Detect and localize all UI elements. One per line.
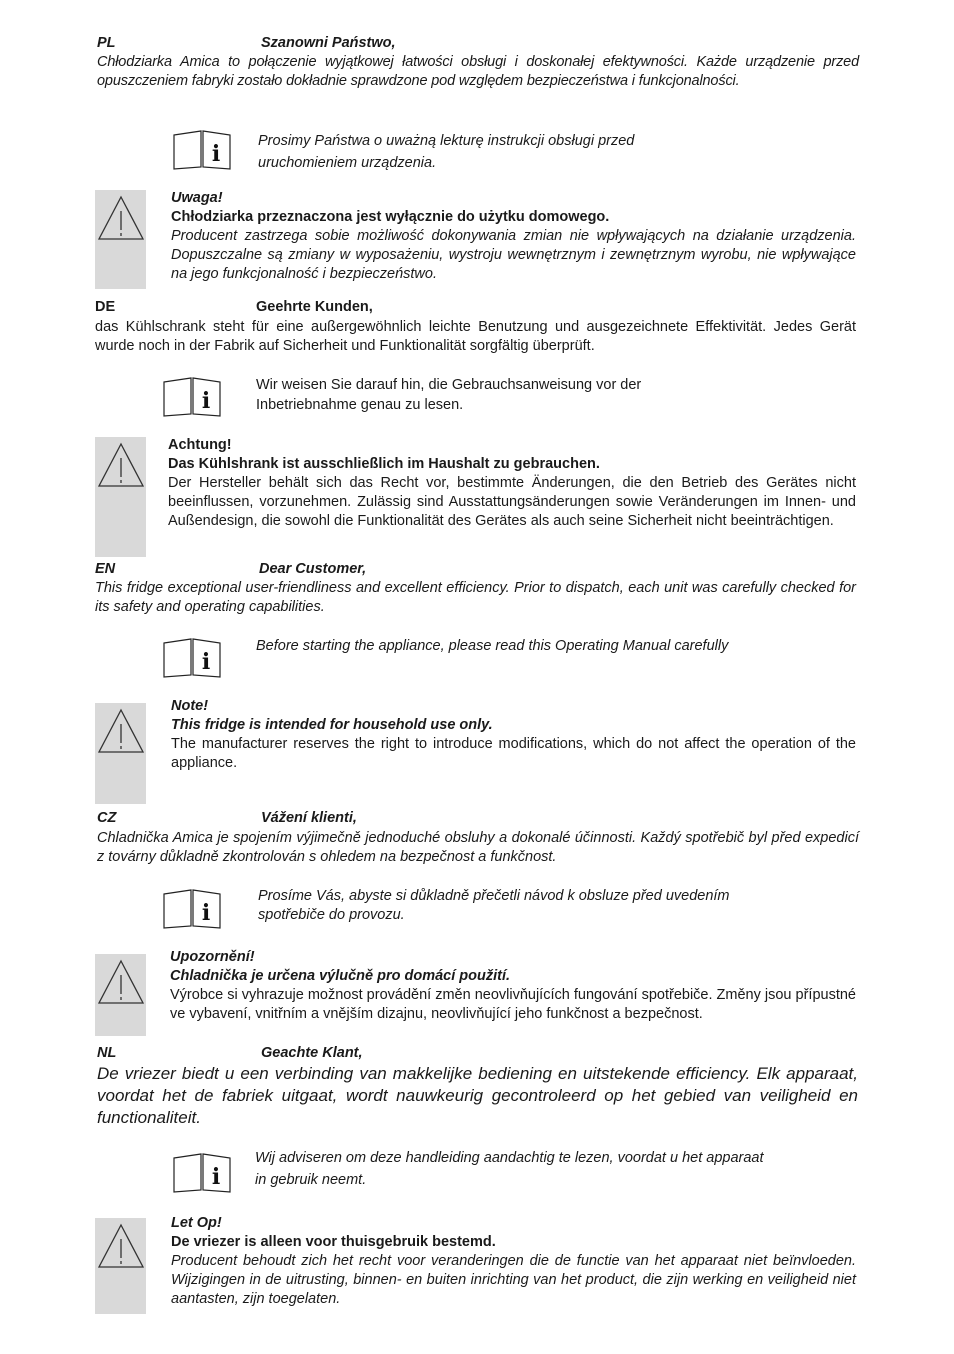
info-text-line: Prosíme Vás, abyste si důkladně přečetli návod k obsluze před uvedením — [258, 888, 730, 904]
warning-block-nl — [171, 1214, 856, 1309]
warning-text: Producent zastrzega sobie możliwość dokonywania zmian nie wpływających na działanie urządzenia. Dopuszczalne są zmiany w wyposażeniu, wystroju wewnętrznym i zewnętrznym wyrobu, nie wpływające na jego funkcjonalność i bezpieczeństwo. — [171, 228, 856, 282]
section-code-cz: CZ — [97, 810, 117, 826]
intro-nl: De vriezer biedt u een verbinding van makkelijke bediening en uitstekende efficiency. Elk apparaat, voordat het de fabriek uitgaat, wordt nauwkeurig gecontroleerd op het gebied van veiligheid en functionaliteit. — [97, 1064, 858, 1127]
warning-text: The manufacturer reserves the right to introduce modifications, which do not affect the operation of the appliance. — [171, 736, 856, 771]
warning-box — [95, 703, 146, 804]
warning-text: Výrobce si vyhrazuje možnost provádění změn neovlivňujících fungování spotřebiče. Změny jsou přípustné ve vybavení, vnitřním a vnějším dizajnu, neovlivňující jeho funkčnost a bezpečnost. — [170, 987, 856, 1022]
warning-title: Let Op! — [171, 1215, 222, 1231]
intro-cz: Chladnička Amica je spojením výjimečně jednoduché obsluhy a dokonalé účinnosti. Každý spotřebič byl před expedicí z továrny důkladně zkontrolován s ohledem na bezpečnost a funkčnost. — [97, 830, 859, 865]
warning-box — [95, 190, 146, 289]
warning-block-de — [168, 436, 856, 531]
warning-triangle-icon — [97, 441, 145, 489]
svg-text:i: i — [211, 1164, 221, 1190]
warning-title: Note! — [171, 698, 209, 714]
intro-de: das Kühlschrank steht für eine außergewöhnlich leichte Benutzung und ausgezeichnete Effektivität. Jedes Gerät wurde noch in der Fabrik auf Sicherheit und Funktionalität sorgfältig überprüft. — [95, 319, 856, 354]
section-code-nl: NL — [97, 1045, 117, 1061]
section-code-pl: PL — [97, 35, 116, 51]
info-text-line: uruchomieniem urządzenia. — [258, 155, 437, 171]
section-code-de: DE — [95, 299, 116, 315]
intro-pl: Chłodziarka Amica to połączenie wyjątkowej łatwości obsługi i doskonałej efektywności. Każde urządzenie przed opuszczeniem fabryki zostało dokładnie sprawdzone pod względem bezpieczeństwa i funkcjonalności. — [97, 54, 859, 89]
warning-bold: Das Kühlshrank ist ausschließlich im Haushalt zu gebrauchen. — [168, 456, 600, 472]
svg-text:i: i — [201, 900, 211, 926]
greeting-nl: Geachte Klant, — [261, 1045, 363, 1061]
warning-triangle-icon — [97, 958, 145, 1006]
warning-text: Producent behoudt zich het recht voor veranderingen die de functie van het apparaat niet beïnvloeden. Wijzigingen in de uitrusting, binnen- en buiten inrichting van het product, die zijn werking en veiligheid niet aantasten, zijn toegelaten. — [171, 1253, 856, 1307]
info-book-icon — [172, 1152, 232, 1192]
info-text-pl — [258, 130, 634, 174]
info-text-line: in gebruik neemt. — [255, 1172, 367, 1188]
warning-triangle-icon — [97, 1222, 145, 1270]
info-text-nl — [255, 1147, 764, 1191]
warning-title: Upozornění! — [170, 949, 255, 965]
info-text-line: spotřebiče do provozu. — [258, 907, 405, 923]
warning-block-cz — [170, 948, 856, 1024]
info-book-icon — [162, 637, 222, 677]
info-text-line: Wij adviseren om deze handleiding aandachtig te lezen, voordat u het apparaat — [255, 1150, 764, 1166]
warning-box — [95, 954, 146, 1036]
warning-bold: Chłodziarka przeznaczona jest wyłącznie do użytku domowego. — [171, 209, 610, 225]
warning-box — [95, 1218, 146, 1314]
info-text-line: Prosimy Państwa o uważną lekturę instrukcji obsługi przed — [258, 133, 635, 149]
info-text-cz — [258, 887, 730, 925]
info-text-line: Wir weisen Sie darauf hin, die Gebrauchsanweisung vor der — [256, 377, 642, 393]
section-code-en: EN — [95, 561, 116, 577]
warning-bold: De vriezer is alleen voor thuisgebruik bestemd. — [171, 1234, 496, 1250]
svg-text:i: i — [201, 388, 211, 414]
info-book-icon — [162, 376, 222, 416]
greeting-en: Dear Customer, — [259, 561, 367, 577]
warning-bold: Chladnička je určena výlučně pro domácí použití. — [170, 968, 511, 984]
warning-title: Uwaga! — [171, 190, 223, 206]
warning-triangle-icon — [97, 707, 145, 755]
warning-triangle-icon — [97, 194, 145, 242]
greeting-de: Geehrte Kunden, — [256, 299, 373, 315]
info-text-de — [256, 375, 641, 415]
warning-text: Der Hersteller behält sich das Recht vor, bestimmte Änderungen, die den Betrieb des Gerätes nicht beeinflussen, vorzunehmen. Zulässig sind Ausstattungsänderungen sowie Veränderungen im Innen- und Außendesign, die sowohl die Funktionalität des Gerätes als auch seine Sicherheit nicht beeinträchtigen. — [168, 475, 856, 529]
svg-text:i: i — [211, 141, 221, 167]
warning-block-pl — [171, 189, 856, 284]
warning-box — [95, 437, 146, 557]
intro-en: This fridge exceptional user-friendliness and excellent efficiency. Prior to dispatch, each unit was carefully checked for its safety and operating capabilities. — [95, 580, 856, 615]
info-book-icon — [172, 129, 232, 169]
warning-title: Achtung! — [168, 437, 232, 453]
warning-bold: This fridge is intended for household use only. — [171, 717, 493, 733]
svg-text:i: i — [201, 649, 211, 675]
greeting-pl: Szanowni Państwo, — [261, 35, 396, 51]
info-text-line: Inbetriebnahme genau zu lesen. — [256, 397, 464, 413]
info-text-en: Before starting the appliance, please read this Operating Manual carefully — [256, 638, 729, 654]
info-book-icon — [162, 888, 222, 928]
greeting-cz: Vážení klienti, — [261, 810, 357, 826]
warning-block-en — [171, 697, 856, 773]
